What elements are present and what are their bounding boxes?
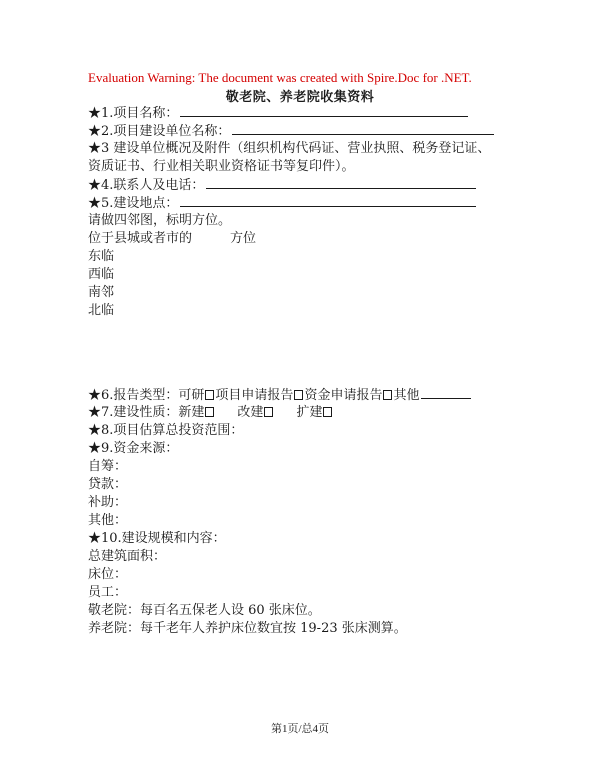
total-area: 总建筑面积： <box>88 549 167 564</box>
checkbox-expand[interactable] <box>323 407 332 417</box>
item-contact: ★4.联系人及电话： <box>88 176 476 194</box>
item-builder-name: ★2.项目建设单位名称： <box>88 122 494 140</box>
east-neighbor: 东临 <box>88 249 115 264</box>
item-builder-overview-1: ★3 建设单位概况及附件（组织机构代码证、营业执照、税务登记证、 <box>88 141 491 156</box>
checkbox-rebuild[interactable] <box>264 407 273 417</box>
item-project-name: ★1.项目名称： <box>88 104 468 122</box>
west-neighbor: 西临 <box>88 267 115 282</box>
item-fund-source: ★9.资金来源： <box>88 441 179 456</box>
contact-field <box>206 176 476 189</box>
fund-self-raised: 自筹： <box>88 459 128 474</box>
checkbox-application-report[interactable] <box>294 390 303 400</box>
bed-count: 床位： <box>88 567 128 582</box>
fund-loan: 贷款： <box>88 477 128 492</box>
document-title: 敬老院、养老院收集资料 <box>225 90 375 105</box>
fund-other: 其他： <box>88 513 128 528</box>
other-report-field <box>421 386 471 399</box>
fund-subsidy: 补助： <box>88 495 128 510</box>
checkbox-fund-report[interactable] <box>383 390 392 400</box>
location-direction: 位于县城或者市的 方位 <box>88 231 257 246</box>
map-hint: 请做四邻图，标明方位。 <box>88 213 232 228</box>
project-name-field <box>180 104 468 117</box>
builder-name-field <box>232 122 494 135</box>
staff-count: 员工： <box>88 585 128 600</box>
north-neighbor: 北临 <box>88 303 115 318</box>
item-scale: ★10.建设规模和内容： <box>88 531 226 546</box>
page-number: 第1页/总4页 <box>270 723 330 735</box>
checkbox-feasibility[interactable] <box>205 390 214 400</box>
item-build-nature: ★7.建设性质：新建 改建 扩建 <box>88 404 333 421</box>
item-investment: ★8.项目估算总投资范围： <box>88 423 244 438</box>
checkbox-new-build[interactable] <box>205 407 214 417</box>
item-location: ★5.建设地点： <box>88 194 476 212</box>
evaluation-warning: Evaluation Warning: The document was created with Spire.Doc for .NET. <box>88 70 472 85</box>
south-neighbor: 南邻 <box>88 285 115 300</box>
note-elderly-home: 养老院：每千老年人养护床位数宜按 19-23 张床测算。 <box>88 621 407 636</box>
note-nursing-home: 敬老院：每百名五保老人设 60 张床位。 <box>88 603 321 618</box>
item-report-type: ★6.报告类型：可研 项目申请报告 资金申请报告 其他 <box>88 386 471 404</box>
location-field <box>180 194 476 207</box>
item-builder-overview-2: 资质证书、行业相关职业资格证书等复印件）。 <box>88 159 355 174</box>
